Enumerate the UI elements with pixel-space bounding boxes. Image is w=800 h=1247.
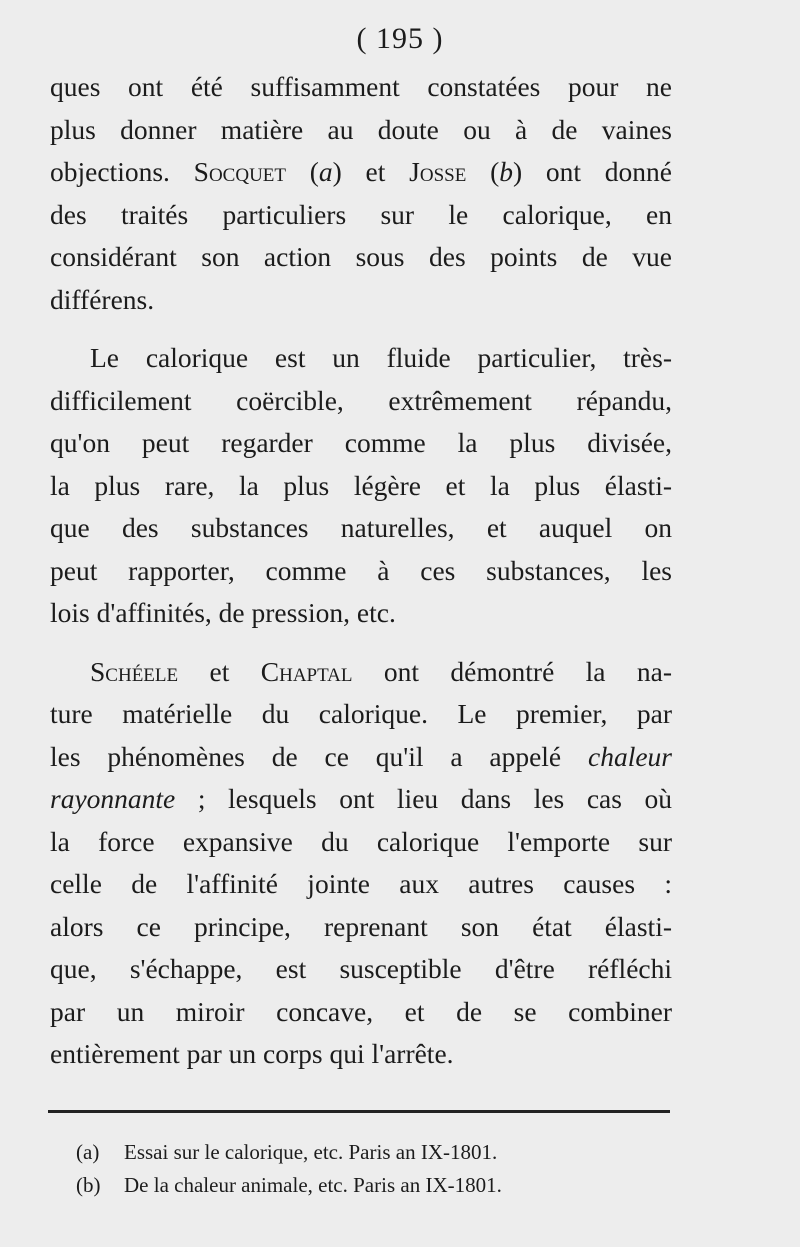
text-run: ont démontré la na- bbox=[352, 655, 672, 687]
author-name: Schéele bbox=[90, 655, 179, 687]
footnote bbox=[76, 1169, 668, 1202]
text-line: peut rapporter, comme à ces substances, les bbox=[50, 554, 672, 586]
text-line: que, s'échappe, est susceptible d'être réfléchi bbox=[50, 953, 672, 984]
footnote bbox=[76, 1136, 668, 1169]
footnotes bbox=[76, 1136, 668, 1202]
text-run: ( bbox=[466, 156, 500, 187]
text-line: Le calorique est un fluide particulier, très- bbox=[90, 342, 672, 373]
text-line: lois d'affinités, de pression, etc. bbox=[50, 597, 396, 628]
text-line: entièrement par un corps qui l'arrête. bbox=[50, 1038, 454, 1069]
text-run: ) ont donné bbox=[512, 156, 672, 187]
text-run: les phénomènes de ce qu'il a appelé bbox=[50, 740, 588, 772]
text-line: difficilement coërcible, extrêmement répandu, bbox=[50, 384, 672, 416]
page-number: ( 195 ) bbox=[356, 22, 444, 55]
text-line: celle de l'affinité jointe aux autres causes : bbox=[50, 868, 672, 899]
paragraph bbox=[50, 337, 672, 635]
paragraph-gap bbox=[50, 321, 672, 337]
footnote-mark: (a) bbox=[76, 1140, 100, 1164]
text-line: alors ce principe, reprenant son état élasti- bbox=[50, 910, 672, 942]
italic-text: a bbox=[318, 156, 333, 187]
text-run: ; lesquels ont lieu dans les cas où bbox=[175, 783, 672, 814]
text-line: que des substances naturelles, et auquel on bbox=[50, 512, 672, 543]
footnote-text: De la chaleur animale, etc. Paris an IX-1801. bbox=[124, 1173, 502, 1197]
text-run: objections. bbox=[50, 156, 194, 187]
author-name: Chaptal bbox=[260, 655, 353, 687]
text-line: ture matérielle du calorique. Le premier, par bbox=[50, 698, 672, 729]
text-run: et bbox=[178, 655, 261, 687]
text-line bbox=[50, 651, 672, 694]
text-line: la force expansive du calorique l'emporte sur bbox=[50, 825, 672, 857]
text-line: ques ont été suffisamment constatées pour ne bbox=[50, 71, 672, 102]
text-line bbox=[50, 778, 672, 821]
italic-text: rayonnante bbox=[50, 783, 176, 814]
footnote-mark: (b) bbox=[76, 1173, 101, 1197]
text-line bbox=[50, 736, 672, 779]
paragraph bbox=[50, 66, 672, 321]
text-line: la plus rare, la plus légère et la plus élasti- bbox=[50, 469, 672, 501]
text-line: considérant son action sous des points de vue bbox=[50, 241, 672, 272]
text-line: des traités particuliers sur le calorique, en bbox=[50, 198, 672, 230]
author-name: Josse bbox=[409, 156, 467, 187]
text-line: plus donner matière au doute ou à de vaines bbox=[50, 113, 672, 145]
italic-text: chaleur bbox=[587, 740, 672, 772]
body-text bbox=[50, 66, 672, 1076]
italic-text: b bbox=[499, 156, 513, 187]
paragraph bbox=[50, 651, 672, 1076]
author-name: Socquet bbox=[193, 156, 286, 187]
text-line: qu'on peut regarder comme la plus divisée, bbox=[50, 427, 672, 458]
text-line bbox=[50, 151, 672, 194]
paragraph-gap bbox=[50, 635, 672, 651]
text-run: ( bbox=[286, 156, 319, 187]
footnote-text: Essai sur le calorique, etc. Paris an IX-1801. bbox=[124, 1140, 498, 1164]
text-line: différens. bbox=[50, 283, 155, 315]
footnote-divider bbox=[48, 1110, 670, 1113]
text-run: ) et bbox=[332, 156, 410, 187]
text-line: par un miroir concave, et de se combiner bbox=[50, 995, 672, 1027]
